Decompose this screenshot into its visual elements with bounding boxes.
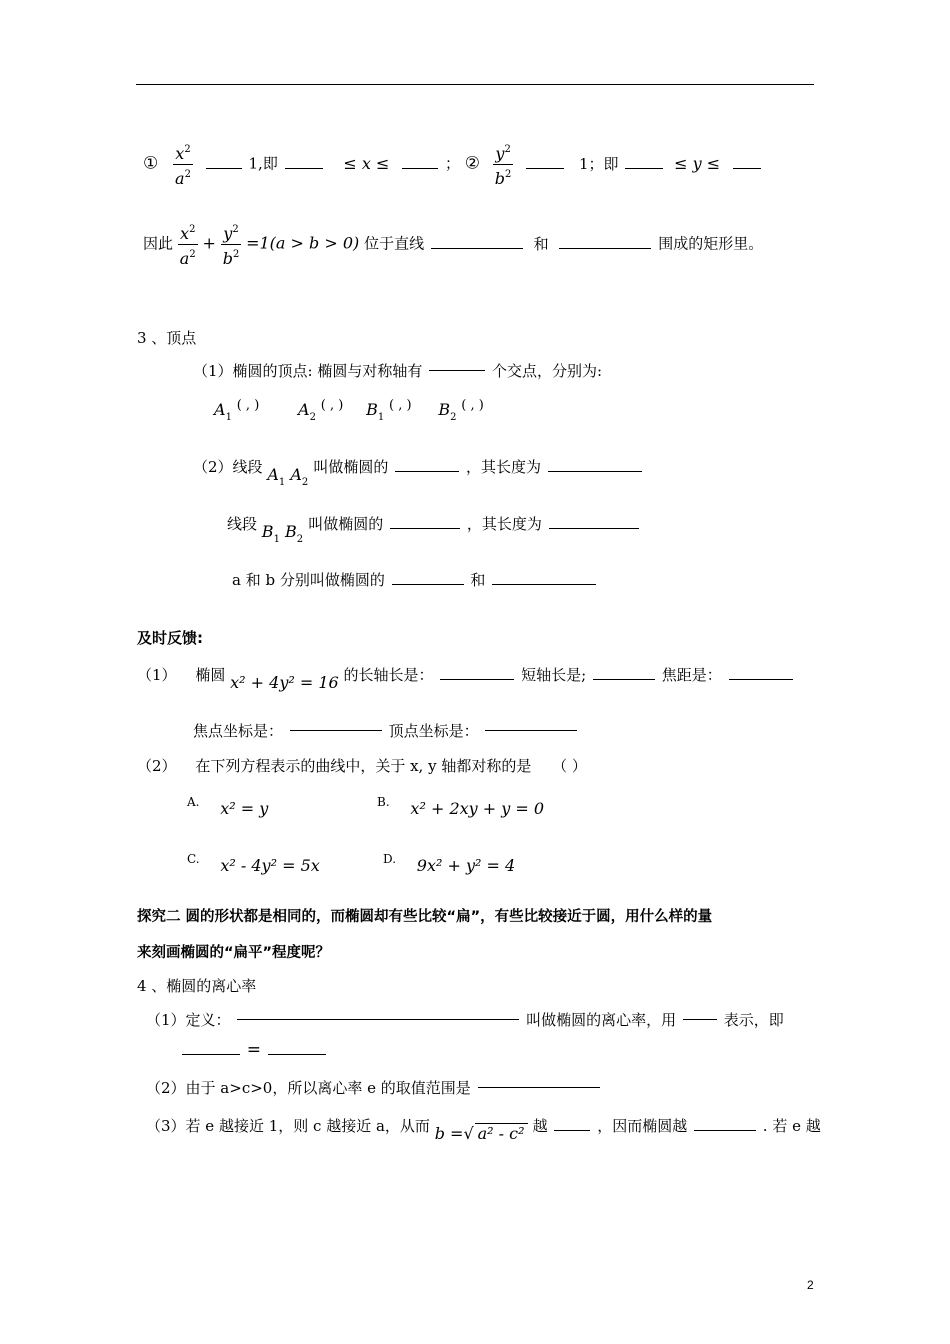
vertex-a2-paren: ( , ) [320, 398, 344, 413]
blank-11[interactable] [548, 471, 642, 472]
vertex-b2-paren: ( , ) [461, 398, 484, 413]
row2-suffix: 围成的矩形里。 [658, 234, 764, 253]
eccentricity-effect: （3）若 e 越接近 1，则 c 越接近 a，从而 b =√ a² - c² 越 ，因而椭圆越 . 若 e 越 [146, 1117, 821, 1143]
blank-24[interactable] [268, 1054, 326, 1055]
blank-16[interactable] [440, 679, 514, 680]
ellipse-equation: x² + 4y² = 16 [230, 673, 339, 692]
blank-7[interactable] [431, 248, 523, 249]
option-d[interactable]: $^{D.}$ 9x² + y² = 4 [383, 852, 516, 875]
blank-4[interactable] [526, 168, 564, 169]
vertex-a1: $A_1$ [214, 400, 232, 423]
blank-12[interactable] [390, 528, 460, 529]
blank-18[interactable] [729, 679, 793, 680]
vertex-a1-paren: ( , ) [236, 398, 260, 413]
le-y: ≤ y ≤ [674, 153, 721, 173]
blank-6[interactable] [733, 168, 761, 169]
b-formula: b =√ a² - c² [435, 1124, 533, 1143]
blank-26[interactable] [554, 1130, 590, 1131]
blank-8[interactable] [559, 248, 651, 249]
vertex-list [214, 398, 484, 423]
page-number: 2 [807, 1278, 814, 1292]
option-b[interactable]: $^{B.}$ x² + 2xy + y = 0 [377, 795, 545, 818]
vertex-b2: $B_2$ [438, 400, 457, 423]
feedback-q1-cont: 焦点坐标是： 顶点坐标是： [193, 720, 579, 741]
plus-sign: + [202, 233, 216, 253]
section-4-title: 4 、椭圆的离心率 [137, 977, 257, 995]
blank-22[interactable] [683, 1019, 717, 1020]
circle-one: ① [143, 153, 159, 174]
option-a[interactable]: $^{A.}$ x² = y [187, 795, 269, 818]
text-1-ie: 1,即 [248, 154, 278, 173]
blank-27[interactable] [694, 1130, 756, 1131]
section-3-title: 3 、顶点 [137, 329, 197, 347]
blank-10[interactable] [395, 471, 459, 472]
explore-2-line-2: 来刻画椭圆的“扁平”程度呢？ [137, 945, 331, 961]
option-c[interactable]: $^{C.}$ x² - 4y² = 5x [187, 852, 320, 875]
feedback-q2: （2） 在下列方程表示的曲线中，关于 x, y 轴都对称的是 （ ） [137, 757, 587, 775]
blank-14[interactable] [392, 584, 464, 585]
ellipse-condition: =1(a > b > 0) [246, 233, 360, 253]
blank-17[interactable] [593, 679, 655, 680]
semi-axes-line: a 和 b 分别叫做椭圆的 和 [232, 569, 598, 590]
semicolon: ； [444, 154, 460, 173]
minor-axis-line: 线段 $B_1$ $B_2$ 叫做椭圆的 ，其长度为 [227, 513, 641, 537]
vertex-b1-paren: ( , ) [389, 398, 412, 413]
blank-9[interactable] [429, 370, 485, 371]
header-rule [136, 84, 814, 85]
explore-2-line-1: 探究二 圆的形状都是相同的，而椭圆却有些比较“扁”，有些比较接近于圆，用什么样的量 [137, 909, 713, 925]
vertex-a2: $A_2$ [298, 400, 316, 423]
major-axis-line: （2）线段 $A_1$ $A_2$ 叫做椭圆的 ，其长度为 [193, 456, 644, 480]
blank-21[interactable] [237, 1019, 519, 1020]
blank-3[interactable] [402, 168, 438, 169]
blank-15[interactable] [492, 584, 596, 585]
blank-19[interactable] [290, 730, 382, 731]
blank-5[interactable] [625, 168, 663, 169]
eccentricity-formula: = [180, 1040, 328, 1060]
feedback-title: 及时反馈: [137, 629, 203, 647]
fraction-x2-a2: $\frac{x^2}{a^2}$ [173, 140, 193, 189]
row-1 [143, 140, 763, 189]
eccentricity-definition: （1）定义： 叫做椭圆的离心率，用 表示，即 [146, 1011, 784, 1029]
blank-1[interactable] [206, 168, 242, 169]
fraction-y2-b2-b: $\frac{y^2}{b^2}$ [221, 220, 242, 269]
fraction-x2-a2-b: $\frac{x^2}{a^2}$ [178, 220, 198, 269]
eccentricity-range: （2）由于 a>c>0，所以离心率 e 的取值范围是 [146, 1077, 602, 1098]
le-x: ≤ x ≤ [343, 153, 390, 173]
blank-23[interactable] [182, 1054, 240, 1055]
row2-and: 和 [533, 234, 549, 253]
segment-b1b2: $B_1$ $B_2$ [261, 522, 304, 545]
vertex-definition: （1）椭圆的顶点: 椭圆与对称轴有 个交点，分别为: [193, 362, 602, 380]
row-2 [143, 220, 763, 269]
vertex-b1: $B_1$ [366, 400, 385, 423]
blank-20[interactable] [485, 730, 577, 731]
blank-25[interactable] [478, 1087, 600, 1088]
segment-a1a2: $A_1$ $A_2$ [267, 465, 309, 488]
circle-two: ② [464, 153, 481, 174]
fraction-y2-b2: $\frac{y^2}{b^2}$ [493, 140, 514, 189]
row2-mid: 位于直线 [364, 234, 425, 253]
feedback-q1: （1） 椭圆 x² + 4y² = 16 的长轴长是： 短轴长是; 焦距是： [137, 664, 795, 685]
blank-13[interactable] [549, 528, 639, 529]
text-2: 1；即 [578, 154, 619, 173]
row2-prefix: 因此 [143, 234, 174, 253]
blank-2[interactable] [285, 168, 323, 169]
